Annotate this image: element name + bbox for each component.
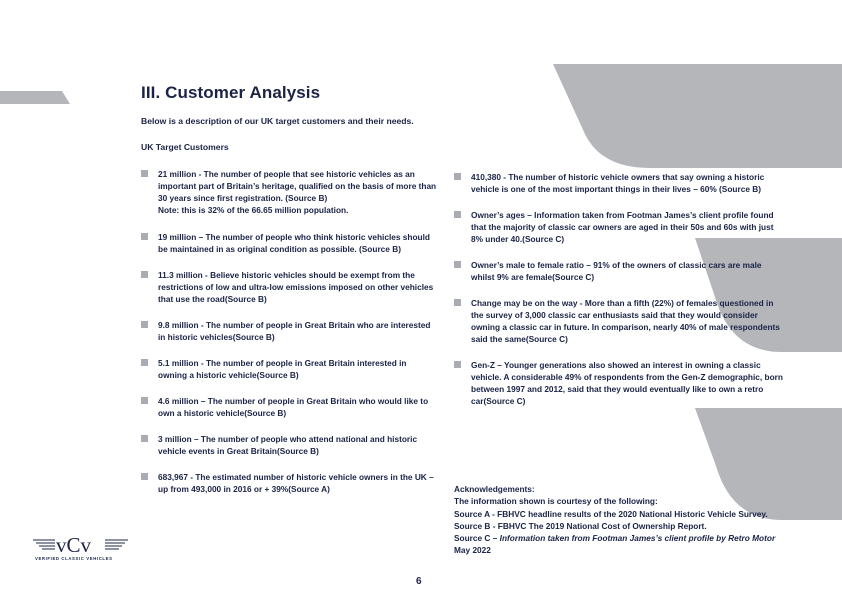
right-grey-arc bbox=[553, 64, 842, 168]
logo-tagline: VERIFIED CLASSIC VEHICLES bbox=[35, 556, 113, 561]
square-bullet-icon bbox=[141, 170, 148, 177]
square-bullet-icon bbox=[141, 435, 148, 442]
page-number: 6 bbox=[416, 576, 422, 587]
square-bullet-icon bbox=[141, 473, 148, 480]
list-item bbox=[454, 259, 784, 283]
list-item bbox=[141, 357, 437, 381]
acknowledgements-date: May 2022 bbox=[454, 545, 491, 556]
square-bullet-icon bbox=[141, 359, 148, 366]
acknowledgements bbox=[454, 483, 814, 557]
list-item bbox=[141, 168, 437, 216]
list-item-text: 3 million – The number of people who attend national and historic vehicle events in Great Britain(Source B) bbox=[158, 434, 418, 456]
acknowledgements-heading: Acknowledgements: bbox=[454, 484, 535, 494]
logo-mark: vCv bbox=[56, 533, 92, 557]
list-item-text: Gen-Z – Younger generations also showed an interest in owning a classic vehicle. A considerable 49% of respondents from the Gen-Z demographic, born between 1997 and 2012, said that they would eventually like to own a retro car(Source C) bbox=[471, 360, 783, 406]
source-c-text: Information taken from Footman James’s client profile by Retro Motor bbox=[499, 533, 776, 544]
square-bullet-icon bbox=[141, 321, 148, 328]
list-item-text: 410,380 - The number of historic vehicle owners that say owning a historic vehicle is one of the most important things in their lives – 60% (Source B) bbox=[471, 172, 765, 194]
section-subheading: UK Target Customers bbox=[141, 142, 229, 152]
list-item bbox=[454, 209, 784, 245]
list-item bbox=[141, 471, 437, 495]
list-item-text: 9.8 million - The number of people in Great Britain who are interested in historic vehicles(Source B) bbox=[158, 320, 431, 342]
list-item bbox=[141, 231, 437, 255]
square-bullet-icon bbox=[141, 397, 148, 404]
source-c bbox=[454, 532, 814, 544]
square-bullet-icon bbox=[454, 299, 461, 306]
square-bullet-icon bbox=[141, 271, 148, 278]
source-b: Source B - FBHVC The 2019 National Cost of Ownership Report. bbox=[454, 520, 707, 531]
square-bullet-icon bbox=[141, 233, 148, 240]
source-a: Source A - FBHVC headline results of the 2020 National Historic Vehicle Survey. bbox=[454, 508, 768, 519]
square-bullet-icon bbox=[454, 211, 461, 218]
square-bullet-icon bbox=[454, 173, 461, 180]
list-item-text: 5.1 million - The number of people in Great Britain interested in owning a historic vehicle(Source B) bbox=[158, 358, 407, 380]
list-item-text: 4.6 million – The number of people in Great Britain who would like to own a historic vehicle(Source B) bbox=[158, 396, 429, 418]
list-item bbox=[141, 395, 437, 419]
list-item bbox=[454, 171, 784, 195]
square-bullet-icon bbox=[454, 361, 461, 368]
list-item bbox=[454, 297, 784, 345]
left-grey-tab bbox=[0, 91, 70, 104]
left-bullet-list bbox=[141, 168, 437, 509]
list-item-note: Note: this is 32% of the 66.65 million population. bbox=[158, 205, 349, 215]
list-item bbox=[454, 359, 784, 407]
list-item bbox=[141, 269, 437, 305]
page-title: III. Customer Analysis bbox=[141, 83, 321, 102]
list-item-text: Owner’s ages – Information taken from Footman James’s client profile found that the majority of classic car owners are aged in their 50s and 60s with just 8% under 40.(Source C) bbox=[471, 210, 774, 244]
source-c-label: Source C – bbox=[454, 533, 500, 544]
intro-text: Below is a description of our UK target customers and their needs. bbox=[141, 116, 414, 126]
list-item bbox=[141, 319, 437, 343]
acknowledgements-intro: The information shown is courtesy of the following: bbox=[454, 496, 658, 507]
list-item-text: 21 million - The number of people that see historic vehicles as an important part of Britain’s heritage, qualified on the basis of more than 30 years since first registration. (Source B) bbox=[158, 169, 437, 203]
list-item bbox=[141, 433, 437, 457]
list-item-text: Owner’s male to female ratio – 91% of the owners of classic cars are male whilst 9% are female(Source C) bbox=[471, 260, 762, 282]
square-bullet-icon bbox=[454, 261, 461, 268]
list-item-text: 683,967 - The estimated number of historic vehicle owners in the UK – up from 493,000 in 2016 or + 39%(Source A) bbox=[158, 472, 434, 494]
list-item-text: 11.3 million - Believe historic vehicles should be exempt from the restrictions of low and ultra-low emissions imposed on other vehicles that use the road(Source B) bbox=[158, 270, 434, 304]
list-item-text: 19 million – The number of people who think historic vehicles should be maintained in as original condition as possible. (Source B) bbox=[158, 232, 430, 254]
list-item-text: Change may be on the way - More than a fifth (22%) of females questioned in the survey of 3,000 classic car enthusiasts said that they would consider owning a classic car in future. In comparison, nearly 40% of male respondents said the same(Source C) bbox=[471, 298, 780, 344]
right-bullet-list bbox=[454, 171, 784, 421]
